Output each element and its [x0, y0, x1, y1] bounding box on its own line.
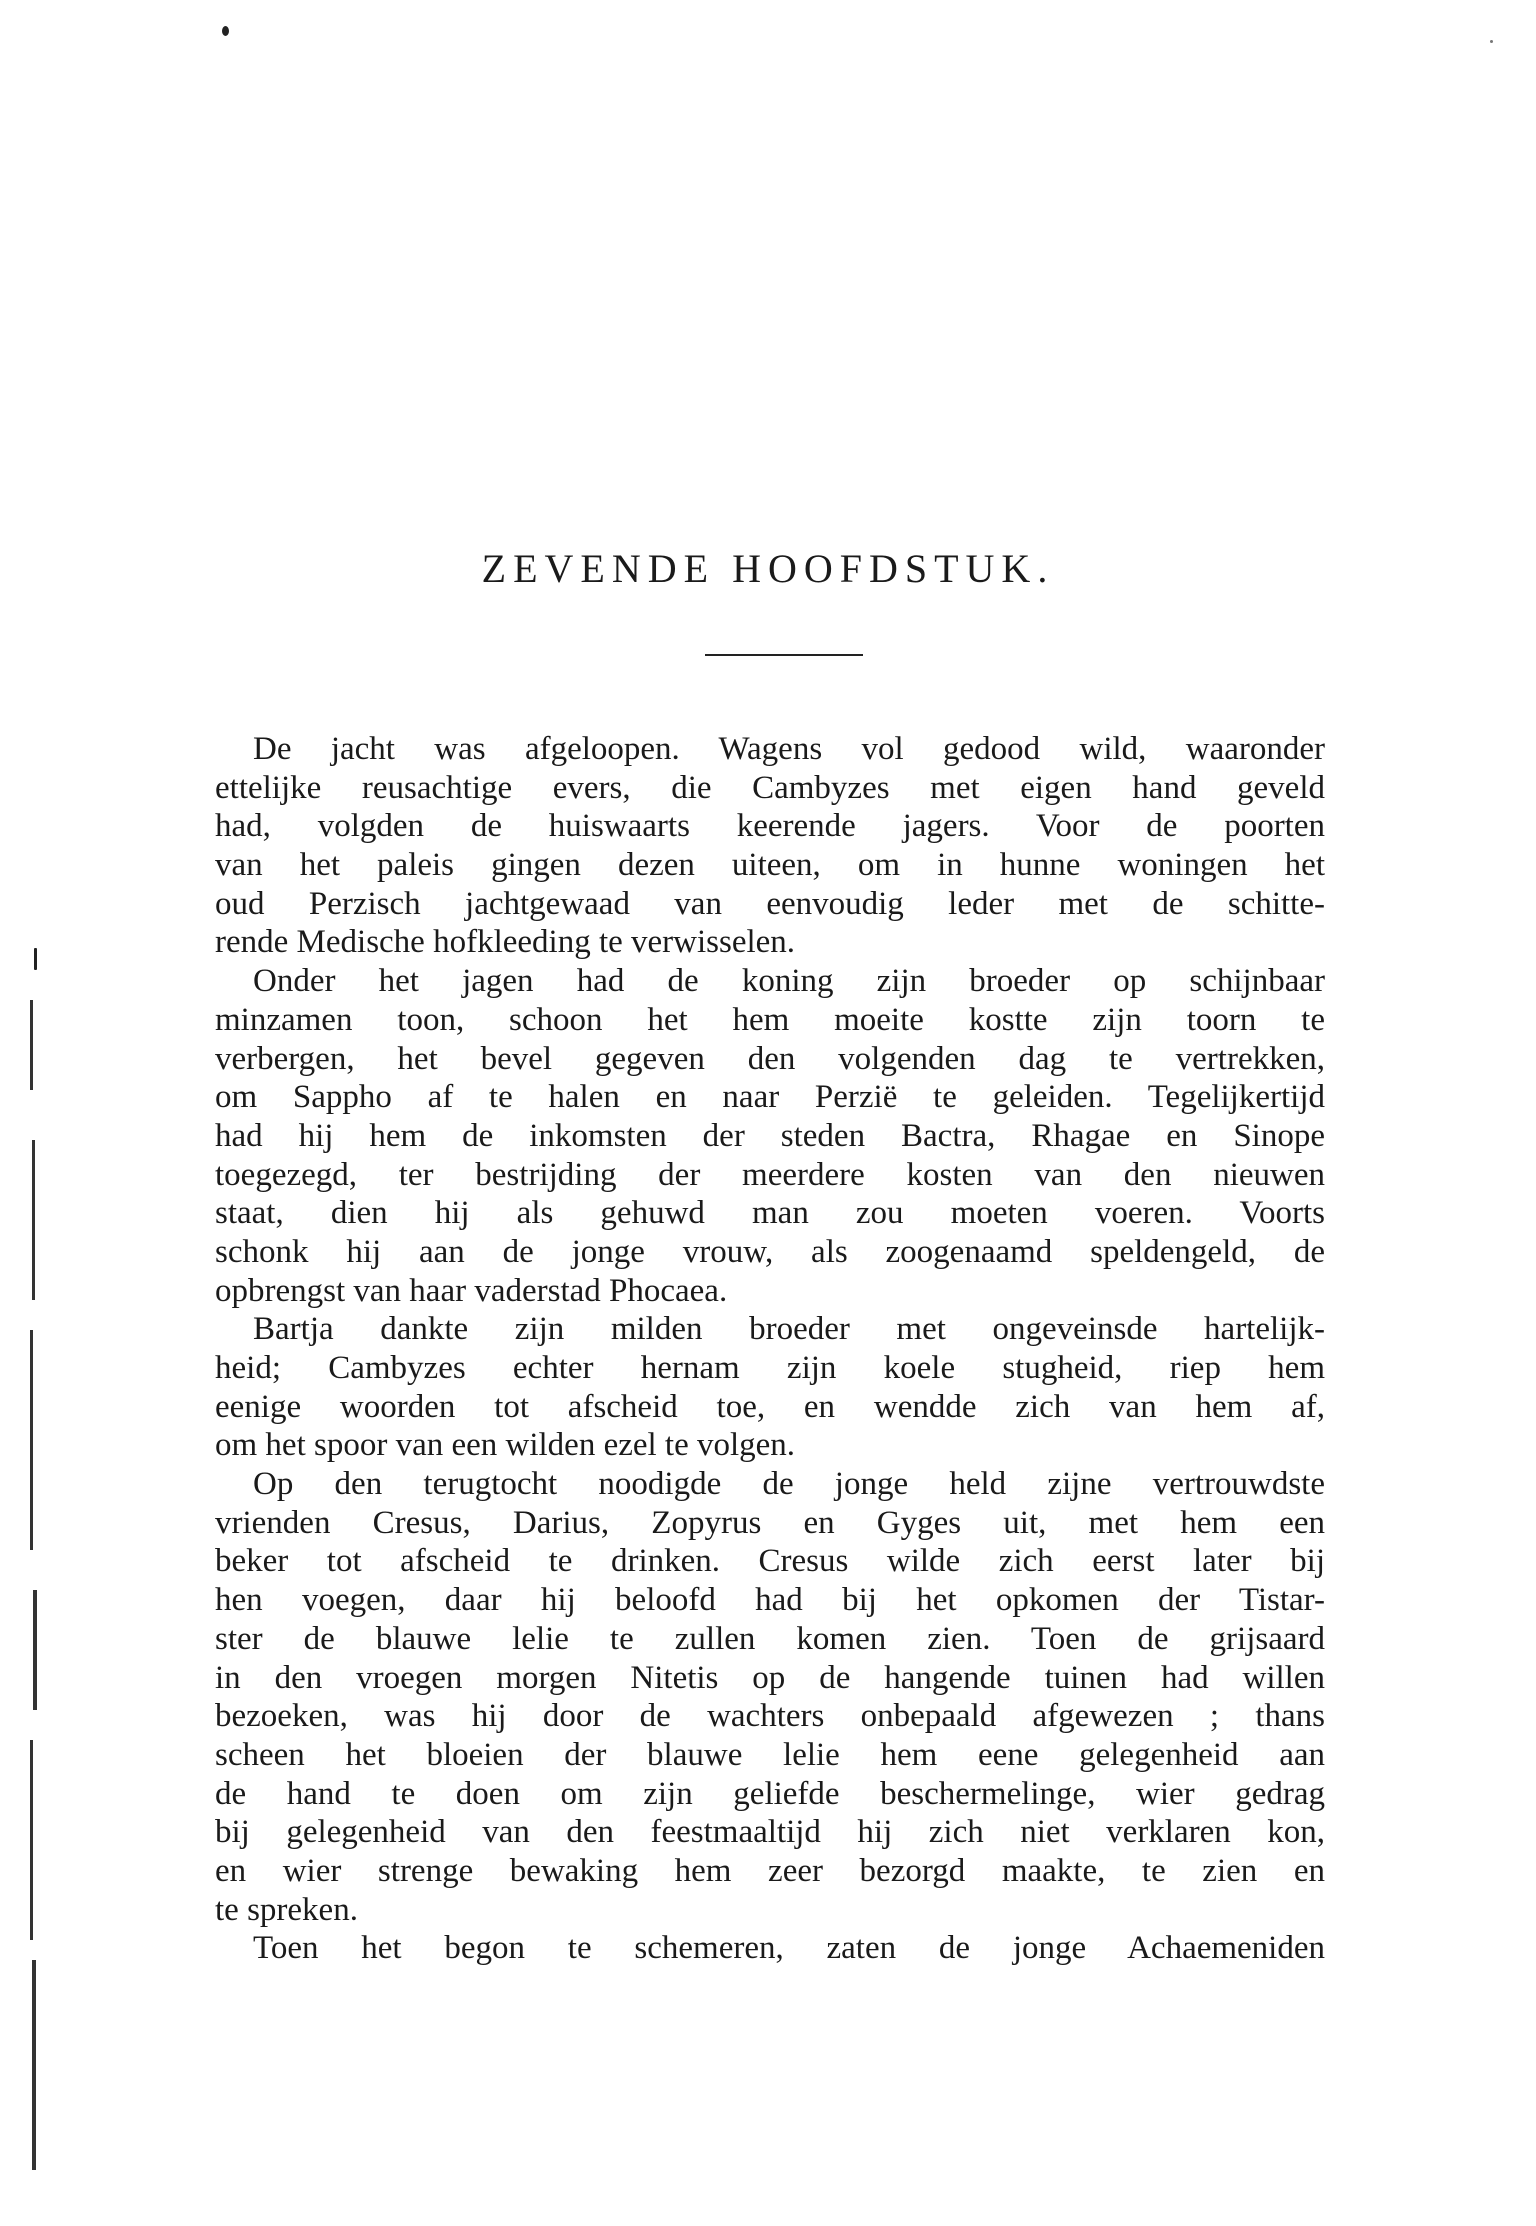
text-line: Toen het begon te schemeren, zaten de jonge Achaemeniden — [253, 1930, 1325, 1967]
ink-speck-top-left — [222, 26, 229, 36]
text-line: Bartja dankte zijn milden broeder met ongeveinsde hartelijk- — [253, 1311, 1325, 1348]
text-line: om Sappho af te halen en naar Perzië te geleiden. Tegelijkertijd — [215, 1079, 1325, 1116]
text-line: scheen het bloeien der blauwe lelie hem eene gelegenheid aan — [215, 1736, 1325, 1773]
text-line: en wier strenge bewaking hem zeer bezorgd maakte, te zien en — [215, 1852, 1325, 1889]
text-line: verbergen, het bevel gegeven den volgenden dag te vertrekken, — [215, 1040, 1325, 1077]
text-line: oud Perzisch jachtgewaad van eenvoudig leder met de schitte- — [215, 885, 1325, 922]
text-line: ettelijke reusachtige evers, die Cambyzes met eigen hand geveld — [215, 769, 1325, 806]
binding-edge-shadow — [30, 1000, 38, 2180]
text-line: ster de blauwe lelie te zullen komen zien. Toen de grijsaard — [215, 1620, 1325, 1657]
text-line: opbrengst van haar vaderstad Phocaea. — [215, 1272, 728, 1309]
text-line: in den vroegen morgen Nitetis op de hangende tuinen had willen — [215, 1659, 1325, 1696]
text-line: om het spoor van een wilden ezel te volgen. — [215, 1427, 796, 1464]
body-text — [215, 730, 1325, 1968]
text-line: van het paleis gingen dezen uiteen, om in hunne woningen het — [215, 847, 1325, 884]
text-line: had hij hem de inkomsten der steden Bactra, Rhagae en Sinope — [215, 1117, 1325, 1154]
text-line: De jacht was afgeloopen. Wagens vol gedood wild, waaronder — [253, 731, 1325, 767]
text-line: schonk hij aan de jonge vrouw, als zoogenaamd speldengeld, de — [215, 1233, 1325, 1270]
text-line: te spreken. — [215, 1891, 358, 1928]
text-line: rende Medische hofkleeding te verwisselen. — [215, 924, 796, 961]
chapter-title: ZEVENDE HOOFDSTUK. — [481, 546, 1055, 591]
text-line: bij gelegenheid van den feestmaaltijd hij zich niet verklaren kon, — [215, 1814, 1325, 1851]
text-line: de hand te doen om zijn geliefde beschermelinge, wier gedrag — [215, 1775, 1325, 1812]
text-line: beker tot afscheid te drinken. Cresus wilde zich eerst later bij — [215, 1543, 1325, 1580]
text-line: bezoeken, was hij door de wachters onbepaald afgewezen ; thans — [215, 1698, 1325, 1735]
text-line: had, volgden de huiswaarts keerende jagers. Voor de poorten — [215, 808, 1325, 845]
text-line: staat, dien hij als gehuwd man zou moeten voeren. Voorts — [215, 1195, 1325, 1232]
text-line: Onder het jagen had de koning zijn broeder op schijnbaar — [253, 963, 1325, 1000]
text-line: toegezegd, ter bestrijding der meerdere kosten van den nieuwen — [215, 1156, 1325, 1193]
text-line: eenige woorden tot afscheid toe, en wendde zich van hem af, — [215, 1388, 1325, 1425]
text-line: hen voegen, daar hij beloofd had bij het opkomen der Tistar- — [215, 1582, 1325, 1619]
text-line: vrienden Cresus, Darius, Zopyrus en Gyges uit, met hem een — [215, 1504, 1325, 1541]
title-divider-rule — [705, 654, 863, 656]
text-line: minzamen toon, schoon het hem moeite kostte zijn toorn te — [215, 1001, 1325, 1038]
ink-speck-top-right — [1490, 40, 1493, 43]
text-line: Op den terugtocht noodigde de jonge held zijne vertrouwdste — [253, 1466, 1325, 1503]
ink-speck-left-margin — [34, 948, 37, 970]
text-line: heid; Cambyzes echter hernam zijn koele stugheid, riep hem — [215, 1350, 1325, 1386]
